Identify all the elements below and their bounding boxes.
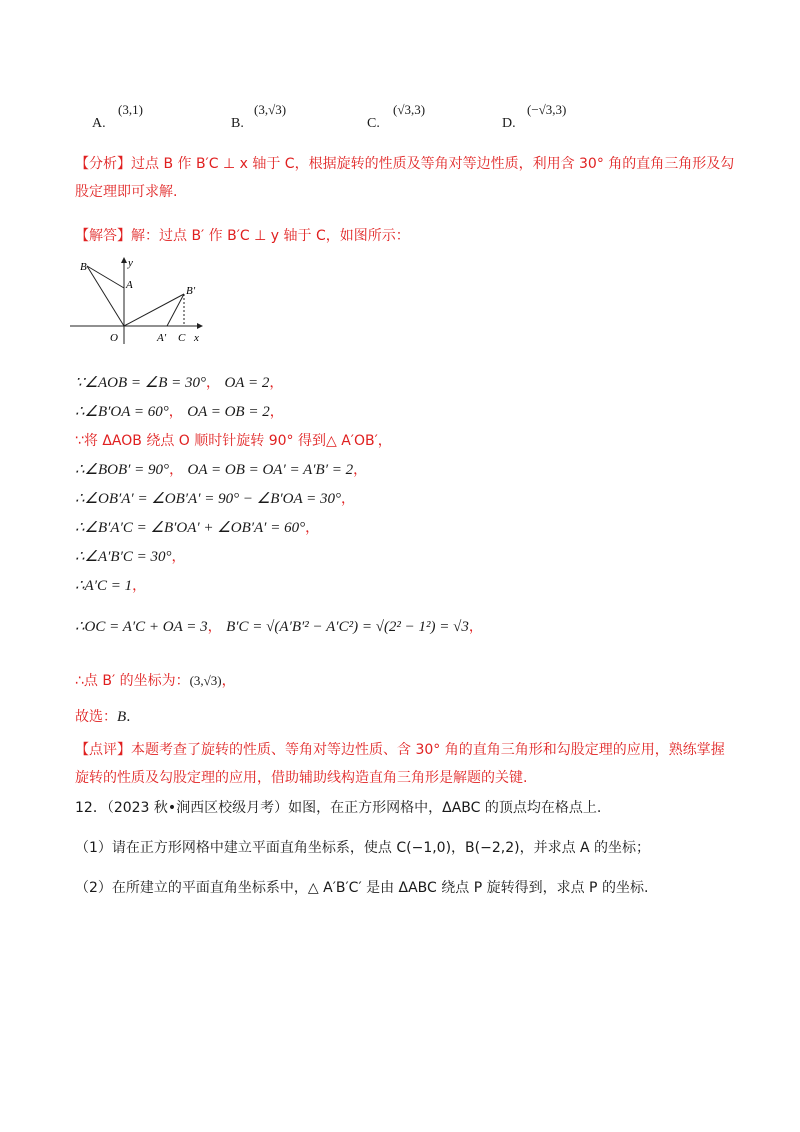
label-b-prime: B′ xyxy=(186,285,196,297)
step-2 xyxy=(75,401,284,423)
step-7-end: ， xyxy=(171,549,186,565)
step-3 xyxy=(75,430,392,452)
step-5-math: ∴∠OB′A′ = ∠OB′A′ = 90° − ∠B′OA = 30° xyxy=(75,491,341,507)
answer-intro: 解：过点 B′ 作 B′C ⊥ y 轴于 C，如图所示： xyxy=(131,228,410,244)
choice-value: B xyxy=(117,709,127,725)
comment-tag: 【点评】 xyxy=(75,742,131,758)
step-6-end: ， xyxy=(305,520,320,536)
label-a: A xyxy=(126,279,133,291)
step-7-math: ∴∠A′B′C = 30° xyxy=(75,549,172,565)
step-9-end: ， xyxy=(468,619,483,635)
label-c: C xyxy=(178,332,186,344)
option-a-value: (3,1) xyxy=(118,102,143,117)
step-8-math: ∴A′C = 1 xyxy=(75,578,133,594)
choice-end: . xyxy=(126,709,131,725)
step-1-end: ， xyxy=(269,375,284,391)
step-3-math: ∵将 ΔAOB 绕点 O 顺时针旋转 90° 得到△ A′OB′ xyxy=(75,433,378,449)
rotation-figure xyxy=(70,254,210,350)
option-b-value: (3,√3) xyxy=(254,102,287,117)
step-1 xyxy=(75,372,283,394)
question-12-part-1: （1）请在正方形网格中建立平面直角坐标系，使点 C(−1,0)，B(−2,2)，并求点 A 的坐标； xyxy=(75,840,651,856)
coordinate-line xyxy=(75,670,236,692)
option-d-label: D. xyxy=(502,116,516,131)
question-12-head: 12．（2023 秋•涧西区校级月考）如图，在正方形网格中，ΔABC 的顶点均在格点上. xyxy=(75,800,602,816)
option-c-value: (√3,3) xyxy=(393,102,426,117)
coordinate-text: ∴点 B′ 的坐标为： xyxy=(75,673,190,689)
step-5 xyxy=(75,488,355,510)
step-4-end: ， xyxy=(353,462,368,478)
question-12-part-2: （2）在所建立的平面直角坐标系中，△ A′B′C′ 是由 ΔABC 绕点 P 旋转得到，求点 P 的坐标. xyxy=(75,880,649,896)
step-6-math: ∴∠B′A′C = ∠B′OA′ + ∠OB′A′ = 60° xyxy=(75,520,306,536)
segment-ob xyxy=(87,266,124,326)
step-8 xyxy=(75,575,146,597)
label-b: B xyxy=(80,261,87,273)
comment-line-1 xyxy=(75,736,735,764)
analysis-line-1 xyxy=(75,150,735,178)
analysis-tag: 【分析】 xyxy=(75,156,131,172)
coordinate-end: ， xyxy=(221,673,236,689)
step-6 xyxy=(75,517,319,539)
comment-text: 本题考查了旋转的性质、等角对等边性质、含 30° 角的直角三角形和勾股定理的应用，熟练掌握 xyxy=(131,742,725,758)
option-d-value: (−√3,3) xyxy=(527,102,567,117)
step-4-math: ∴∠BOB′ = 90° xyxy=(75,462,170,478)
step-1-math2: OA = 2 xyxy=(224,375,270,391)
answer-tag: 【解答】 xyxy=(75,228,131,244)
step-9-math2: B′C = √(A′B′² − A′C²) = √(2² − 1²) = √3 xyxy=(226,619,469,635)
comment-line-2: 旋转的性质及勾股定理的应用，借助辅助线构造直角三角形是解题的关键. xyxy=(75,770,528,786)
answer-intro-line xyxy=(75,222,410,250)
step-8-end: ， xyxy=(132,578,147,594)
step-2-end: ， xyxy=(269,404,284,420)
option-b-label: B. xyxy=(231,116,244,131)
step-1-sep: ， xyxy=(206,375,221,391)
step-3-end: ， xyxy=(377,433,392,449)
label-o: O xyxy=(110,332,118,344)
choice-line xyxy=(75,706,131,728)
label-x: x xyxy=(194,332,199,344)
step-9 xyxy=(75,616,483,638)
analysis-text: 过点 B 作 B′C ⊥ x 轴于 C，根据旋转的性质及等角对等边性质，利用含 30° 角的直角三角形及勾 xyxy=(131,156,735,172)
step-4-sep: ， xyxy=(169,462,184,478)
segment-ba xyxy=(87,266,124,288)
label-y: y xyxy=(128,257,133,269)
step-9-math: ∴OC = A′C + OA = 3 xyxy=(75,619,208,635)
label-a-prime: A′ xyxy=(157,332,167,344)
step-4-math2: OA = OB = OA′ = A′B′ = 2 xyxy=(187,462,354,478)
step-4 xyxy=(75,459,367,481)
step-2-sep: ， xyxy=(168,404,183,420)
step-2-math2: OA = OB = 2 xyxy=(187,404,270,420)
step-7 xyxy=(75,546,186,568)
step-2-math: ∴∠B′OA = 60° xyxy=(75,404,169,420)
option-a-label: A. xyxy=(92,116,106,131)
choice-text: 故选： xyxy=(75,709,117,725)
analysis-line-2: 股定理即可求解. xyxy=(75,184,178,200)
coordinate-value: (3,√3) xyxy=(189,673,222,688)
step-5-end: ， xyxy=(340,491,355,507)
option-c-label: C. xyxy=(367,116,380,131)
step-1-math: ∵∠AOB = ∠B = 30° xyxy=(75,375,207,391)
step-9-sep: ， xyxy=(207,619,222,635)
